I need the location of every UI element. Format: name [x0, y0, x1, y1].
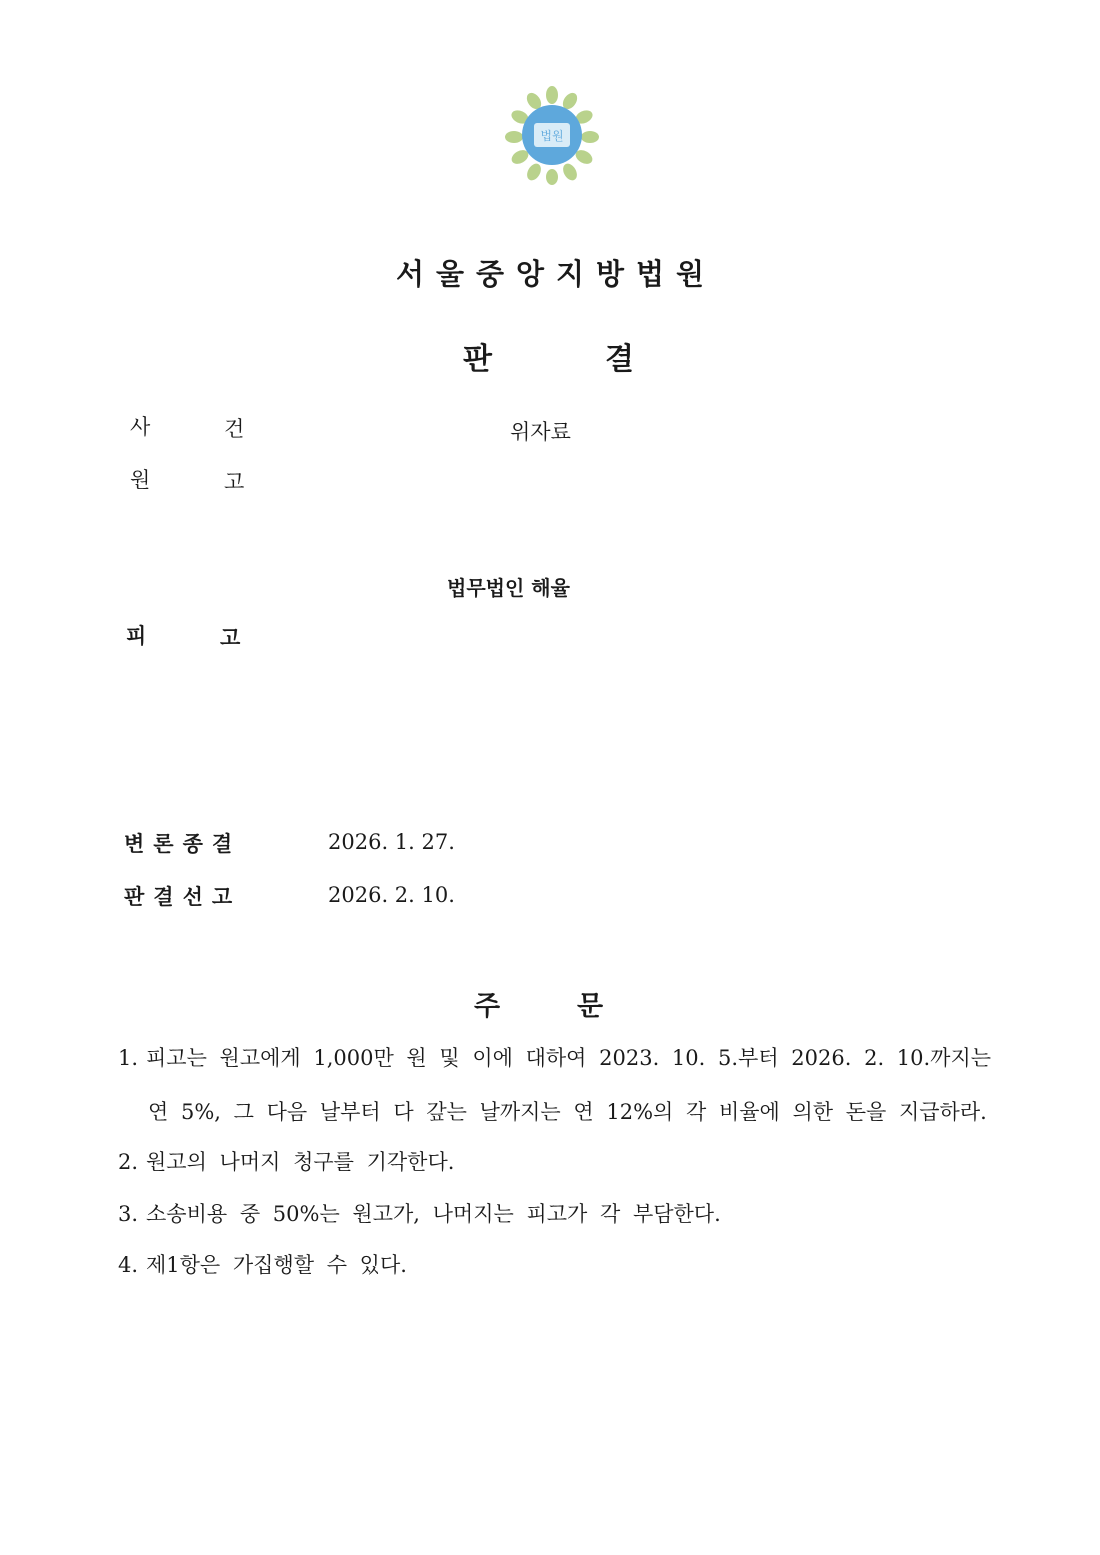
order-item [118, 1249, 407, 1279]
doc-title-right: 결 [605, 342, 634, 377]
doc-title-left: 판 [463, 342, 492, 377]
order-item-number: 2. [118, 1150, 139, 1174]
order-item-text: 피고는 원고에게 1,000만 원 및 이에 대하여 2023. 10. 5.부터 2026. 2. 10.까지는 [146, 1046, 992, 1070]
counsel-name: 법무법인 해율 [447, 576, 570, 600]
order-item-text: 소송비용 중 50%는 원고가, 나머지는 피고가 각 부담한다. [146, 1202, 721, 1226]
order-item-number: 4. [118, 1253, 139, 1277]
closing-label: 변론종결 [124, 831, 242, 856]
order-item [118, 1198, 721, 1228]
order-item-text: 제1항은 가집행할 수 있다. [146, 1253, 407, 1277]
order-item [118, 1042, 991, 1072]
order-item-continuation: 연 5%, 그 다음 날부터 다 갚는 날까지는 연 12%의 각 비율에 의한 돈을 지급하라. [148, 1100, 987, 1124]
court-name: 서울중앙지방법원 [395, 257, 717, 291]
plaintiff-label-1: 원 [130, 468, 151, 492]
order-item [118, 1146, 454, 1176]
defendant-label-2: 고 [220, 625, 241, 650]
order-item-number: 1. [118, 1046, 139, 1070]
order-item-text: 원고의 나머지 청구를 기각한다. [146, 1150, 455, 1174]
defendant-label-1: 피 [126, 623, 147, 648]
order-title-right: 문 [577, 991, 604, 1022]
subject-label-2: 건 [224, 417, 245, 441]
ruling-label: 판결선고 [124, 884, 242, 909]
subject-label-1: 사 [130, 415, 151, 439]
court-emblem-icon [500, 85, 604, 185]
plaintiff-label-2: 고 [224, 470, 245, 494]
emblem-text: 법원 [540, 129, 564, 143]
order-title-left: 주 [474, 991, 501, 1022]
subject-value: 위자료 [510, 420, 571, 444]
order-item-number: 3. [118, 1202, 139, 1226]
closing-date: 2026. 1. 27. [328, 830, 455, 854]
ruling-date: 2026. 2. 10. [328, 883, 455, 907]
